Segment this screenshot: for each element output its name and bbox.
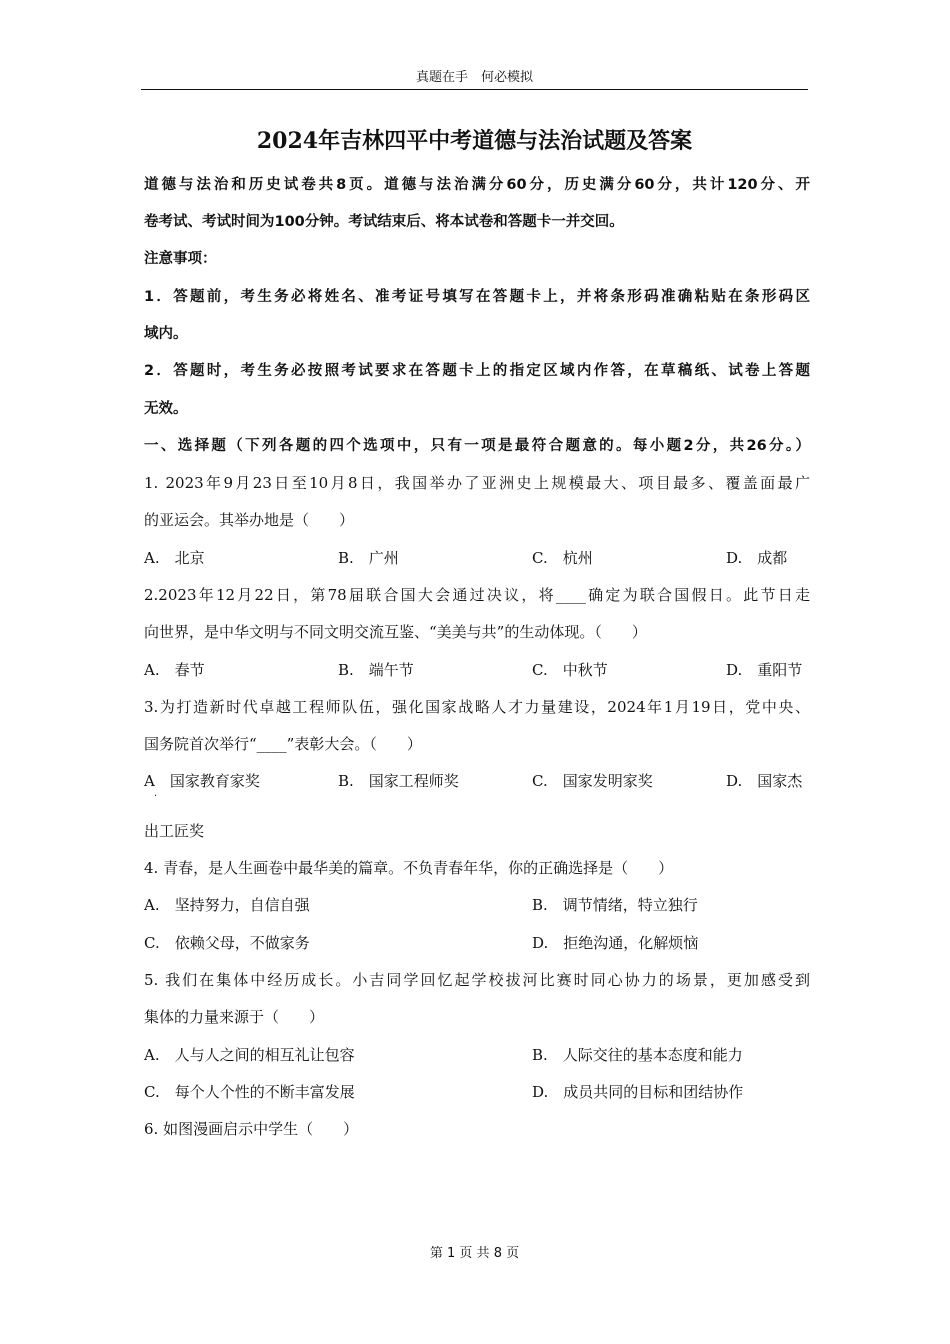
question-text: 5. 我们在集体中经历成长。小吉同学回忆起学校拔河比赛时同心协力的场景，更加感受到 (144, 971, 810, 989)
option-a: A. 北京 (144, 549, 205, 567)
option-a: A 国家教育家奖 (144, 772, 260, 790)
option-c: C. 国家发明家奖 (532, 772, 653, 790)
option-b: B. 广州 (338, 549, 399, 567)
notice-heading: 注意事项： (144, 251, 217, 267)
option-row (144, 546, 810, 570)
question-text: 国务院首次举行“____”表彰大会。（ ） (144, 735, 422, 753)
option-c: C. 中秋节 (532, 661, 608, 679)
notice-item: 2．答题时，考生务必按照考试要求在答题卡上的指定区域内作答，在草稿纸、试卷上答题 (144, 363, 810, 379)
option-b: B. 调节情绪，特立独行 (532, 896, 698, 914)
page-title: 2024年吉林四平中考道德与法治试题及答案 (256, 128, 693, 154)
question-text: 集体的力量来源于（ ） (144, 1008, 325, 1026)
option-row (144, 1080, 810, 1104)
option-d: D. 成员共同的目标和团结协作 (532, 1083, 744, 1101)
option-a: A. 坚持努力，自信自强 (144, 896, 310, 914)
option-c: C. 每个人个性的不断丰富发展 (144, 1083, 355, 1101)
header-divider (141, 89, 808, 90)
intro-line: 卷考试、考试时间为100分钟。考试结束后、将本试卷和答题卡一并交回。 (144, 214, 624, 230)
option-row (144, 658, 810, 682)
option-a: A. 人与人之间的相互礼让包容 (144, 1046, 355, 1064)
option-b: B. 端午节 (338, 661, 414, 679)
question-text: 向世界，是中华文明与不同文明交流互鉴、“美美与共”的生动体现。（ ） (144, 623, 647, 641)
option-d: D. 国家杰 (726, 772, 803, 790)
notice-item: 1．答题前，考生务必将姓名、准考证号填写在答题卡上，并将条形码准确粘贴在条形码区 (144, 289, 810, 305)
option-b: B. 人际交往的基本态度和能力 (532, 1046, 743, 1064)
option-b: B. 国家工程师奖 (338, 772, 459, 790)
option-c: C. 杭州 (532, 549, 593, 567)
option-row (144, 893, 810, 917)
option-d: D. 成都 (726, 549, 788, 567)
question-text: 1. 2023年9月23日至10月8日，我国举办了亚洲史上规模最大、项目最多、覆盖面最广 (144, 474, 810, 492)
notice-item: 无效。 (144, 401, 188, 417)
section-heading: 一、选择题（下列各题的四个选项中，只有一项是最符合题意的。每小题2分，共26分。） (144, 438, 810, 454)
question-text: 3.为打造新时代卓越工程师队伍，强化国家战略人才力量建设，2024年1月19日，党中央、 (144, 698, 810, 716)
option-d: D. 拒绝沟通，化解烦恼 (532, 934, 699, 952)
stray-dot: · (154, 791, 158, 802)
question-text: 的亚运会。其举办地是（ ） (144, 511, 355, 529)
question-text: 6. 如图漫画启示中学生（ ） (144, 1120, 359, 1138)
question-text: 2.2023年12月22日，第78届联合国大会通过决议，将____确定为联合国假日。此节日走 (144, 586, 810, 604)
option-row (144, 931, 810, 955)
option-row (144, 1043, 810, 1067)
option-c: C. 依赖父母，不做家务 (144, 934, 310, 952)
notice-item: 域内。 (144, 326, 188, 342)
page-header: 真题在手 何必模拟 (415, 70, 533, 85)
option-d: D. 重阳节 (726, 661, 803, 679)
question-text: 4. 青春，是人生画卷中最华美的篇章。不负青春年华，你的正确选择是（ ） (144, 859, 674, 877)
page-footer: 第 1 页 共 8 页 (429, 1246, 520, 1261)
option-row (144, 769, 810, 793)
option-d-continuation: 出工匠奖 (144, 822, 205, 840)
intro-line: 道德与法治和历史试卷共8页。道德与法治满分60分，历史满分60分，共计120分、开 (144, 177, 810, 193)
option-a: A. 春节 (144, 661, 205, 679)
